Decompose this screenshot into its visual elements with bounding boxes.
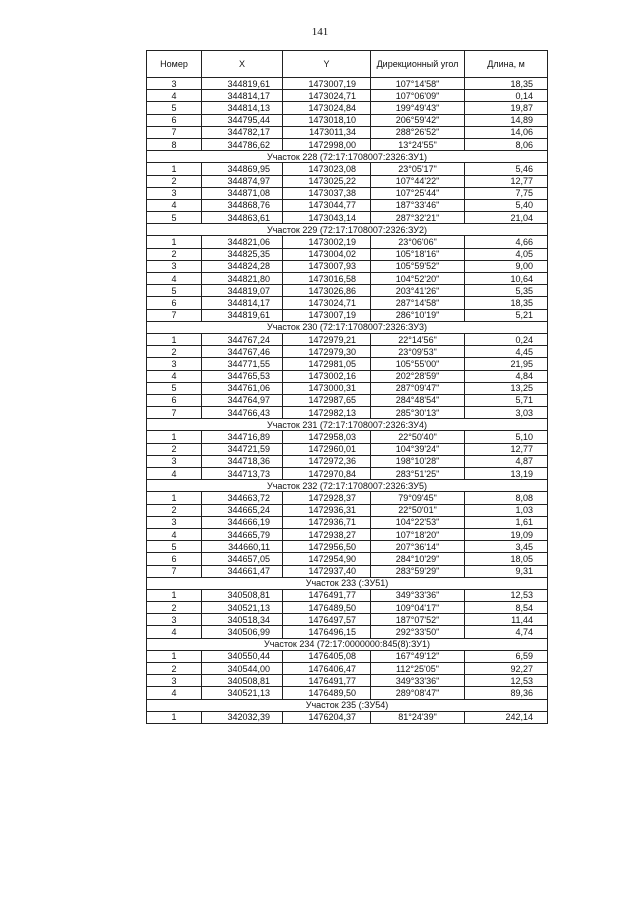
table-row [147, 394, 548, 406]
table-row [147, 407, 548, 419]
header-x: X [202, 51, 283, 78]
point-number-cell: 7 [147, 309, 202, 321]
length-cell: 92,27 [465, 663, 548, 675]
x-coordinate-cell: 344661,47 [202, 565, 283, 577]
header-length: Длина, м [465, 51, 548, 78]
point-number-cell: 3 [147, 187, 202, 199]
x-coordinate-cell: 344718,36 [202, 455, 283, 467]
x-coordinate-cell: 344767,24 [202, 333, 283, 345]
point-number-cell: 4 [147, 687, 202, 699]
table-row [147, 297, 548, 309]
direction-angle-cell: 105°55'00" [371, 358, 465, 370]
table-row [147, 675, 548, 687]
point-number-cell: 6 [147, 297, 202, 309]
x-coordinate-cell: 342032,39 [202, 711, 283, 723]
table-row [147, 565, 548, 577]
y-coordinate-cell: 1473044,77 [283, 199, 371, 211]
section-title: Участок 228 (72:17:1708007:2326:ЗУ1) [147, 151, 548, 163]
length-cell: 4,45 [465, 346, 548, 358]
x-coordinate-cell: 344666,19 [202, 516, 283, 528]
length-cell: 8,08 [465, 492, 548, 504]
x-coordinate-cell: 344767,46 [202, 346, 283, 358]
y-coordinate-cell: 1473037,38 [283, 187, 371, 199]
y-coordinate-cell: 1472998,00 [283, 138, 371, 150]
page-number: 141 [311, 26, 329, 38]
direction-angle-cell: 349°33'36" [371, 675, 465, 687]
y-coordinate-cell: 1472954,90 [283, 553, 371, 565]
direction-angle-cell: 287°32'21" [371, 212, 465, 224]
direction-angle-cell: 203°41'26" [371, 285, 465, 297]
point-number-cell: 5 [147, 102, 202, 114]
point-number-cell: 4 [147, 90, 202, 102]
y-coordinate-cell: 1473007,19 [283, 78, 371, 90]
direction-angle-cell: 287°14'58" [371, 297, 465, 309]
table-row [147, 614, 548, 626]
section-header-row [147, 321, 548, 333]
x-coordinate-cell: 344814,13 [202, 102, 283, 114]
direction-angle-cell: 283°51'25" [371, 468, 465, 480]
y-coordinate-cell: 1476489,50 [283, 602, 371, 614]
length-cell: 9,00 [465, 260, 548, 272]
table-row [147, 236, 548, 248]
y-coordinate-cell: 1473000,31 [283, 382, 371, 394]
direction-angle-cell: 23°09'53" [371, 346, 465, 358]
length-cell: 4,74 [465, 626, 548, 638]
length-cell: 3,03 [465, 407, 548, 419]
section-header-row [147, 480, 548, 492]
y-coordinate-cell: 1476204,37 [283, 711, 371, 723]
length-cell: 5,46 [465, 163, 548, 175]
x-coordinate-cell: 344821,80 [202, 273, 283, 285]
length-cell: 89,36 [465, 687, 548, 699]
direction-angle-cell: 198°10'28" [371, 455, 465, 467]
length-cell: 4,84 [465, 370, 548, 382]
direction-angle-cell: 81°24'39" [371, 711, 465, 723]
point-number-cell: 1 [147, 711, 202, 723]
y-coordinate-cell: 1476406,47 [283, 663, 371, 675]
table-row [147, 468, 548, 480]
point-number-cell: 1 [147, 333, 202, 345]
direction-angle-cell: 22°14'56" [371, 333, 465, 345]
y-coordinate-cell: 1472970,84 [283, 468, 371, 480]
y-coordinate-cell: 1473018,10 [283, 114, 371, 126]
y-coordinate-cell: 1473007,93 [283, 260, 371, 272]
point-number-cell: 7 [147, 407, 202, 419]
x-coordinate-cell: 344814,17 [202, 297, 283, 309]
length-cell: 18,35 [465, 78, 548, 90]
length-cell: 8,54 [465, 602, 548, 614]
x-coordinate-cell: 344765,53 [202, 370, 283, 382]
length-cell: 10,64 [465, 273, 548, 285]
length-cell: 8,06 [465, 138, 548, 150]
table-row [147, 102, 548, 114]
section-header-row [147, 699, 548, 711]
direction-angle-cell: 283°59'29" [371, 565, 465, 577]
length-cell: 19,09 [465, 528, 548, 540]
x-coordinate-cell: 344782,17 [202, 126, 283, 138]
point-number-cell: 3 [147, 78, 202, 90]
point-number-cell: 1 [147, 492, 202, 504]
table-row [147, 358, 548, 370]
section-header-row [147, 638, 548, 650]
length-cell: 18,35 [465, 297, 548, 309]
point-number-cell: 1 [147, 163, 202, 175]
x-coordinate-cell: 340544,00 [202, 663, 283, 675]
direction-angle-cell: 284°48'54" [371, 394, 465, 406]
table-row [147, 78, 548, 90]
direction-angle-cell: 187°07'52" [371, 614, 465, 626]
direction-angle-cell: 349°33'36" [371, 589, 465, 601]
header-direction-angle: Дирекционный угол [371, 51, 465, 78]
direction-angle-cell: 107°18'20" [371, 528, 465, 540]
point-number-cell: 3 [147, 614, 202, 626]
table-row [147, 626, 548, 638]
x-coordinate-cell: 344795,44 [202, 114, 283, 126]
table-row [147, 90, 548, 102]
y-coordinate-cell: 1476491,77 [283, 589, 371, 601]
direction-angle-cell: 109°04'17" [371, 602, 465, 614]
y-coordinate-cell: 1473024,71 [283, 297, 371, 309]
x-coordinate-cell: 344819,61 [202, 78, 283, 90]
x-coordinate-cell: 340550,44 [202, 650, 283, 662]
length-cell: 7,75 [465, 187, 548, 199]
length-cell: 0,14 [465, 90, 548, 102]
table-row [147, 138, 548, 150]
direction-angle-cell: 199°49'43" [371, 102, 465, 114]
y-coordinate-cell: 1473011,34 [283, 126, 371, 138]
direction-angle-cell: 22°50'01" [371, 504, 465, 516]
length-cell: 12,53 [465, 675, 548, 687]
y-coordinate-cell: 1473023,08 [283, 163, 371, 175]
length-cell: 3,45 [465, 541, 548, 553]
length-cell: 13,19 [465, 468, 548, 480]
point-number-cell: 8 [147, 138, 202, 150]
point-number-cell: 1 [147, 650, 202, 662]
length-cell: 5,40 [465, 199, 548, 211]
y-coordinate-cell: 1472928,37 [283, 492, 371, 504]
table-header-row [147, 51, 548, 78]
table-row [147, 248, 548, 260]
table-row [147, 163, 548, 175]
point-number-cell: 2 [147, 248, 202, 260]
x-coordinate-cell: 344819,61 [202, 309, 283, 321]
x-coordinate-cell: 344824,28 [202, 260, 283, 272]
point-number-cell: 3 [147, 358, 202, 370]
x-coordinate-cell: 340518,34 [202, 614, 283, 626]
direction-angle-cell: 206°59'42" [371, 114, 465, 126]
x-coordinate-cell: 340521,13 [202, 602, 283, 614]
point-number-cell: 1 [147, 589, 202, 601]
point-number-cell: 6 [147, 553, 202, 565]
point-number-cell: 4 [147, 528, 202, 540]
x-coordinate-cell: 344819,07 [202, 285, 283, 297]
y-coordinate-cell: 1476496,15 [283, 626, 371, 638]
direction-angle-cell: 286°10'19" [371, 309, 465, 321]
y-coordinate-cell: 1476489,50 [283, 687, 371, 699]
point-number-cell: 2 [147, 443, 202, 455]
x-coordinate-cell: 344871,08 [202, 187, 283, 199]
section-title: Участок 231 (72:17:1708007:2326:ЗУ4) [147, 419, 548, 431]
direction-angle-cell: 79°09'45" [371, 492, 465, 504]
y-coordinate-cell: 1472982,13 [283, 407, 371, 419]
length-cell: 9,31 [465, 565, 548, 577]
y-coordinate-cell: 1472938,27 [283, 528, 371, 540]
direction-angle-cell: 112°25'05" [371, 663, 465, 675]
x-coordinate-cell: 344863,61 [202, 212, 283, 224]
direction-angle-cell: 104°52'20" [371, 273, 465, 285]
length-cell: 21,95 [465, 358, 548, 370]
direction-angle-cell: 285°30'13" [371, 407, 465, 419]
direction-angle-cell: 104°39'24" [371, 443, 465, 455]
x-coordinate-cell: 344814,17 [202, 90, 283, 102]
y-coordinate-cell: 1472979,21 [283, 333, 371, 345]
table-row [147, 199, 548, 211]
x-coordinate-cell: 340506,99 [202, 626, 283, 638]
direction-angle-cell: 107°25'44" [371, 187, 465, 199]
table-row [147, 504, 548, 516]
point-number-cell: 4 [147, 468, 202, 480]
point-number-cell: 3 [147, 260, 202, 272]
x-coordinate-cell: 340521,13 [202, 687, 283, 699]
point-number-cell: 2 [147, 602, 202, 614]
direction-angle-cell: 22°50'40" [371, 431, 465, 443]
x-coordinate-cell: 344868,76 [202, 199, 283, 211]
y-coordinate-cell: 1472958,03 [283, 431, 371, 443]
length-cell: 4,87 [465, 455, 548, 467]
direction-angle-cell: 284°10'29" [371, 553, 465, 565]
table-row [147, 273, 548, 285]
section-title: Участок 234 (72:17:0000000:845(8):ЗУ1) [147, 638, 548, 650]
y-coordinate-cell: 1473025,22 [283, 175, 371, 187]
direction-angle-cell: 288°26'52" [371, 126, 465, 138]
table-row [147, 114, 548, 126]
point-number-cell: 5 [147, 541, 202, 553]
length-cell: 5,21 [465, 309, 548, 321]
length-cell: 12,77 [465, 443, 548, 455]
length-cell: 242,14 [465, 711, 548, 723]
section-title: Участок 229 (72:17:1708007:2326:ЗУ2) [147, 224, 548, 236]
table-row [147, 260, 548, 272]
table-row [147, 382, 548, 394]
table-row [147, 650, 548, 662]
x-coordinate-cell: 344665,79 [202, 528, 283, 540]
table-row [147, 212, 548, 224]
direction-angle-cell: 105°59'52" [371, 260, 465, 272]
table-row [147, 285, 548, 297]
length-cell: 11,44 [465, 614, 548, 626]
length-cell: 5,71 [465, 394, 548, 406]
y-coordinate-cell: 1473024,84 [283, 102, 371, 114]
table-row [147, 541, 548, 553]
y-coordinate-cell: 1473002,16 [283, 370, 371, 382]
point-number-cell: 3 [147, 675, 202, 687]
direction-angle-cell: 167°49'12" [371, 650, 465, 662]
length-cell: 13,25 [465, 382, 548, 394]
table-row [147, 687, 548, 699]
direction-angle-cell: 202°28'59" [371, 370, 465, 382]
direction-angle-cell: 292°33'50" [371, 626, 465, 638]
length-cell: 4,05 [465, 248, 548, 260]
table-row [147, 455, 548, 467]
table-row [147, 333, 548, 345]
direction-angle-cell: 105°18'16" [371, 248, 465, 260]
direction-angle-cell: 187°33'46" [371, 199, 465, 211]
direction-angle-cell: 107°44'22" [371, 175, 465, 187]
section-header-row [147, 419, 548, 431]
direction-angle-cell: 289°08'47" [371, 687, 465, 699]
direction-angle-cell: 104°22'53" [371, 516, 465, 528]
x-coordinate-cell: 344786,62 [202, 138, 283, 150]
x-coordinate-cell: 344874,97 [202, 175, 283, 187]
point-number-cell: 4 [147, 370, 202, 382]
x-coordinate-cell: 344663,72 [202, 492, 283, 504]
x-coordinate-cell: 344869,95 [202, 163, 283, 175]
y-coordinate-cell: 1476497,57 [283, 614, 371, 626]
x-coordinate-cell: 344825,35 [202, 248, 283, 260]
point-number-cell: 5 [147, 382, 202, 394]
x-coordinate-cell: 344721,59 [202, 443, 283, 455]
x-coordinate-cell: 344660,11 [202, 541, 283, 553]
direction-angle-cell: 287°09'47" [371, 382, 465, 394]
x-coordinate-cell: 340508,81 [202, 589, 283, 601]
table-row [147, 443, 548, 455]
table-row [147, 553, 548, 565]
y-coordinate-cell: 1473007,19 [283, 309, 371, 321]
length-cell: 0,24 [465, 333, 548, 345]
table-row [147, 346, 548, 358]
table-row [147, 602, 548, 614]
y-coordinate-cell: 1473026,86 [283, 285, 371, 297]
point-number-cell: 3 [147, 455, 202, 467]
table-row [147, 370, 548, 382]
point-number-cell: 1 [147, 236, 202, 248]
table-row [147, 711, 548, 723]
point-number-cell: 6 [147, 114, 202, 126]
section-header-row [147, 151, 548, 163]
direction-angle-cell: 23°06'06" [371, 236, 465, 248]
section-header-row [147, 224, 548, 236]
length-cell: 18,05 [465, 553, 548, 565]
length-cell: 1,03 [465, 504, 548, 516]
point-number-cell: 4 [147, 626, 202, 638]
point-number-cell: 2 [147, 663, 202, 675]
length-cell: 19,87 [465, 102, 548, 114]
y-coordinate-cell: 1472960,01 [283, 443, 371, 455]
table-row [147, 187, 548, 199]
point-number-cell: 5 [147, 285, 202, 297]
direction-angle-cell: 207°36'14" [371, 541, 465, 553]
table-row [147, 492, 548, 504]
x-coordinate-cell: 344657,05 [202, 553, 283, 565]
x-coordinate-cell: 344771,55 [202, 358, 283, 370]
table-row [147, 126, 548, 138]
x-coordinate-cell: 344761,06 [202, 382, 283, 394]
length-cell: 21,04 [465, 212, 548, 224]
x-coordinate-cell: 344665,24 [202, 504, 283, 516]
y-coordinate-cell: 1473004,02 [283, 248, 371, 260]
y-coordinate-cell: 1473043,14 [283, 212, 371, 224]
section-title: Участок 230 (72:17:1708007:2326:ЗУ3) [147, 321, 548, 333]
point-number-cell: 2 [147, 504, 202, 516]
x-coordinate-cell: 344766,43 [202, 407, 283, 419]
direction-angle-cell: 23°05'17" [371, 163, 465, 175]
section-header-row [147, 577, 548, 589]
y-coordinate-cell: 1472981,05 [283, 358, 371, 370]
point-number-cell: 4 [147, 273, 202, 285]
coordinates-table [146, 50, 548, 724]
section-title: Участок 232 (72:17:1708007:2326:ЗУ5) [147, 480, 548, 492]
table-body [147, 78, 548, 724]
length-cell: 5,10 [465, 431, 548, 443]
point-number-cell: 2 [147, 175, 202, 187]
point-number-cell: 1 [147, 431, 202, 443]
point-number-cell: 3 [147, 516, 202, 528]
x-coordinate-cell: 344821,06 [202, 236, 283, 248]
table-row [147, 175, 548, 187]
length-cell: 12,53 [465, 589, 548, 601]
direction-angle-cell: 107°14'58" [371, 78, 465, 90]
x-coordinate-cell: 344716,89 [202, 431, 283, 443]
length-cell: 14,06 [465, 126, 548, 138]
section-title: Участок 235 (:ЗУ54) [147, 699, 548, 711]
y-coordinate-cell: 1476491,77 [283, 675, 371, 687]
point-number-cell: 7 [147, 565, 202, 577]
y-coordinate-cell: 1473016,58 [283, 273, 371, 285]
table-row [147, 528, 548, 540]
y-coordinate-cell: 1473024,71 [283, 90, 371, 102]
table-row [147, 663, 548, 675]
length-cell: 12,77 [465, 175, 548, 187]
y-coordinate-cell: 1472972,36 [283, 455, 371, 467]
y-coordinate-cell: 1473002,19 [283, 236, 371, 248]
point-number-cell: 5 [147, 212, 202, 224]
x-coordinate-cell: 344764,97 [202, 394, 283, 406]
direction-angle-cell: 13°24'55" [371, 138, 465, 150]
y-coordinate-cell: 1472936,71 [283, 516, 371, 528]
y-coordinate-cell: 1472956,50 [283, 541, 371, 553]
direction-angle-cell: 107°06'09" [371, 90, 465, 102]
y-coordinate-cell: 1472987,65 [283, 394, 371, 406]
header-y: Y [283, 51, 371, 78]
x-coordinate-cell: 340508,81 [202, 675, 283, 687]
table-row [147, 516, 548, 528]
point-number-cell: 2 [147, 346, 202, 358]
section-title: Участок 233 (:ЗУ51) [147, 577, 548, 589]
table-row [147, 431, 548, 443]
point-number-cell: 7 [147, 126, 202, 138]
length-cell: 5,35 [465, 285, 548, 297]
header-number: Номер [147, 51, 202, 78]
y-coordinate-cell: 1472936,31 [283, 504, 371, 516]
y-coordinate-cell: 1476405,08 [283, 650, 371, 662]
point-number-cell: 4 [147, 199, 202, 211]
length-cell: 1,61 [465, 516, 548, 528]
length-cell: 14,89 [465, 114, 548, 126]
x-coordinate-cell: 344713,73 [202, 468, 283, 480]
y-coordinate-cell: 1472979,30 [283, 346, 371, 358]
table-row [147, 309, 548, 321]
y-coordinate-cell: 1472937,40 [283, 565, 371, 577]
length-cell: 6,59 [465, 650, 548, 662]
length-cell: 4,66 [465, 236, 548, 248]
point-number-cell: 6 [147, 394, 202, 406]
table-row [147, 589, 548, 601]
